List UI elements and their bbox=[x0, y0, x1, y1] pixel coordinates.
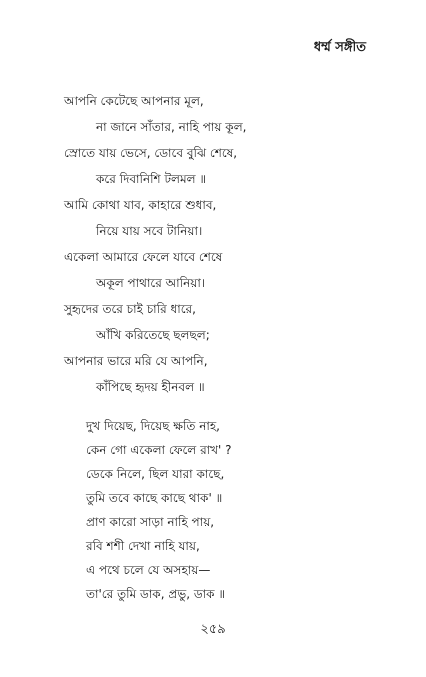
poem-line: এ পথে চলে যে অসহায়— bbox=[86, 563, 211, 577]
poem-line: সুহৃদের তরে চাই চারি ধারে, bbox=[64, 302, 196, 316]
poem-line: একেলা আমারে ফেলে যাবে শেষে bbox=[64, 250, 223, 264]
poem-line: স্রোতে যায় ভেসে, ডোবে বুঝি শেষে, bbox=[64, 146, 238, 160]
running-header: ধর্ম্ম সঙ্গীত bbox=[313, 40, 366, 55]
poem-line: আঁখি করিতেছে ছলছল; bbox=[96, 328, 210, 342]
poem-line: প্রাণ কারো সাড়া নাহি পায়, bbox=[86, 515, 215, 529]
poem-line: রবি শশী দেখা নাহি যায়, bbox=[86, 539, 200, 553]
poem-line: নিয়ে যায় সবে টানিয়া। bbox=[96, 224, 203, 238]
poem-line: ডেকে নিলে, ছিল যারা কাছে, bbox=[86, 467, 225, 481]
poem-line: আমি কোথা যাব, কাহারে শুধাব, bbox=[64, 198, 217, 212]
poem-line: তুমি তবে কাছে কাছে থাক' ॥ bbox=[86, 491, 223, 505]
page-number: ২৫৯ bbox=[200, 622, 226, 637]
poem-line: দুখ দিয়েছ, দিয়েছ ক্ষতি নাহ, bbox=[86, 419, 220, 433]
poem-line: তা'রে তুমি ডাক, প্রভু, ডাক ॥ bbox=[86, 587, 226, 601]
poem-line: অকূল পাথারে আনিয়া। bbox=[96, 276, 206, 290]
poem-line: কেন গো একেলা ফেলে রাখ' ? bbox=[86, 443, 232, 457]
poem-line: কাঁপিছে হৃদয় হীনবল ॥ bbox=[96, 380, 205, 394]
poem-line: আপনার ভারে মরি যে আপনি, bbox=[64, 354, 208, 368]
poem-line: আপনি কেটেছে আপনার মূল, bbox=[64, 94, 204, 108]
poem-line: না জানে সাঁতার, নাহি পায় কূল, bbox=[96, 120, 247, 134]
poem-line: করে দিবানিশি টলমল ॥ bbox=[96, 172, 207, 186]
